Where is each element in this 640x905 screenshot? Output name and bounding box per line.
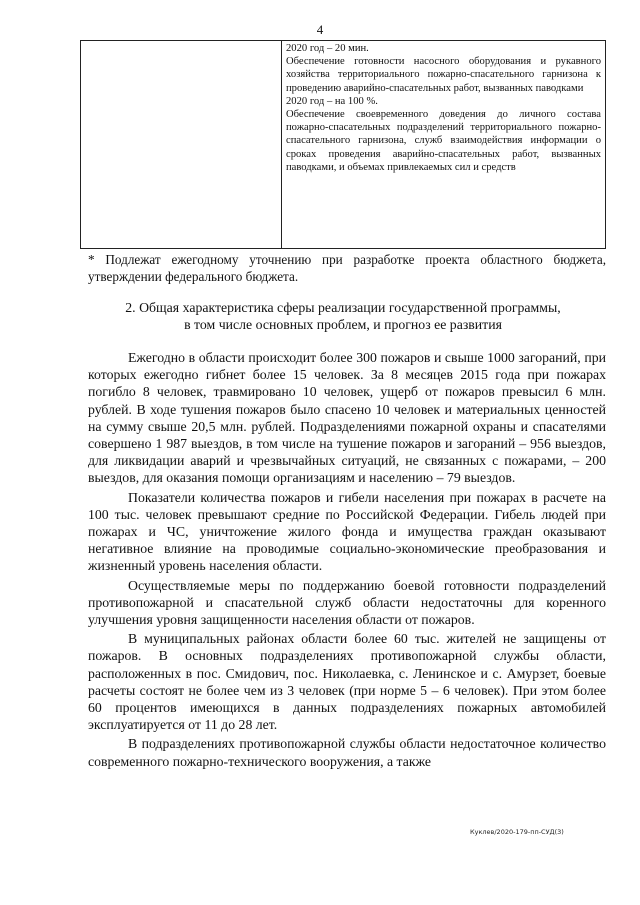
section-heading-line1: 2. Общая характеристика сферы реализации государственной программы, [125, 300, 561, 315]
paragraph-measures: Осуществляемые меры по поддержанию боевой готовности подразделений противопожарной и спасательной служб области недостаточны для коренного улучшения уровня защищенности населения области от пожаров. [88, 577, 606, 628]
section-heading [80, 299, 606, 333]
table-left-cell [81, 41, 282, 249]
section-heading-line2: в том числе основных проблем, и прогноз ее развития [184, 317, 502, 332]
table-line-pumps: Обеспечение готовности насосного оборудования и рукавного хозяйства территориального пожарно-спасательного гарнизона к проведению аварийно-спасательных работ, вызванных паводками [286, 56, 601, 94]
paragraph-municipal-districts: В муниципальных районах области более 60 тыс. жителей не защищены от пожаров. В основных подразделениях противопожарной службы области, расположенных в пос. Смидович, пос. Николаевка, с. Ленинское и с. Амурзет, боевые расчеты состоят не более чем из 3 человек (при норме 5 – 6 человек). При этом более 60 процентов имеющихся в данных подразделениях пожарных автомобилей эксплуатируется от 11 до 28 лет. [88, 631, 606, 733]
page-number: 4 [316, 22, 324, 37]
paragraph-indicators: Показатели количества пожаров и гибели населения при пожарах в расчете на 100 тыс. человек превышают средние по Российской Федерации. Гибель людей при пожарах и ЧС, уничтожение жилого фонда и имущества граждан оказывают негативное влияние на проводимые социально-экономические преобразования и жизненный уровень населения области. [88, 489, 606, 574]
table-line-notification: Обеспечение своевременного доведения до личного состава пожарно-спасательных подразделений территориального пожарно-спасательного гарнизона, служб взаимодействия информации о сроках проведения аварийно-спасательных работ, вызванных паводками, и объемах привлекаемых сил и средств [286, 109, 601, 173]
document-id: Куклев/2020-179-пп-СУД(3) [470, 828, 564, 836]
paragraph-equipment: В подразделениях противопожарной службы области недостаточное количество современного пожарно-технического вооружения, а также [88, 736, 606, 769]
paragraph-fire-statistics: Ежегодно в области происходит более 300 пожаров и свыше 1000 загораний, при которых ежегодно гибнет более 15 человек. За 8 месяцев 2015 года при пожарах погибло 8 человек, травмировано 10 человек, ущерб от пожаров превысил 6 млн. рублей. В ходе тушения пожаров было спасено 10 человек и материальных ценностей на сумму свыше 20,5 млн. рублей. Подразделениями пожарной охраны и спасателями совершено 1 987 выездов, в том числе на тушение пожаров и загораний – 956 выездов, для ликвидации аварий и чрезвычайных ситуаций, не связанных с пожарами, – 200 выездов, для оказания помощи организациям и населению – 79 выездов. [88, 350, 606, 486]
body-text [88, 349, 606, 772]
budget-footnote: * Подлежат ежегодному уточнению при разработке проекта областного бюджета, утверждении федерального бюджета. [88, 252, 606, 284]
table-line-time: 2020 год – 20 мин. [286, 43, 369, 54]
table-right-cell [282, 41, 606, 249]
table-line-percent: 2020 год – на 100 %. [286, 95, 378, 107]
continuation-table [80, 40, 606, 249]
